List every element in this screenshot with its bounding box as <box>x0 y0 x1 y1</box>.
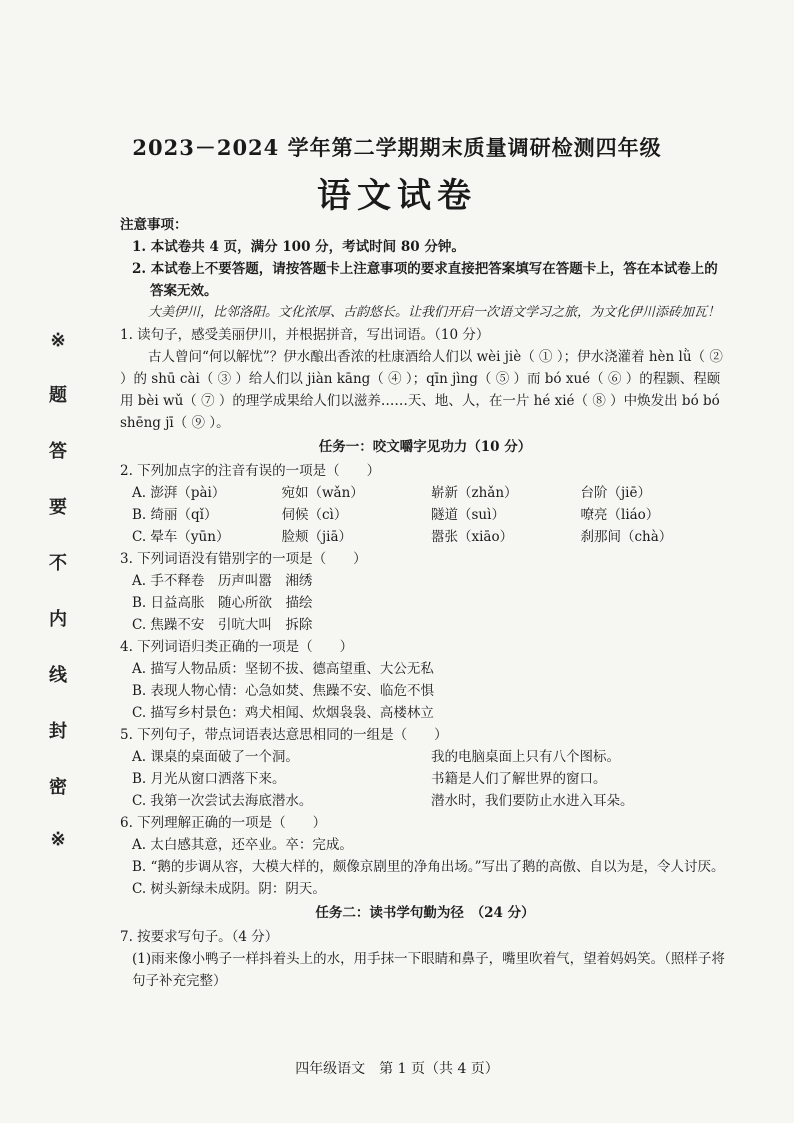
question-7-stem: 7. 按要求写句子。（4 分） <box>120 929 279 945</box>
question-6-option-b: B. “鹅的步调从容，大模大样的，颇像京剧里的净角出场。”写出了鹅的高傲、自以为是，令人讨厌。 <box>132 859 725 875</box>
option-cell: 嘹亮（liáo） <box>580 507 660 523</box>
binding-char: 要 <box>49 497 67 518</box>
task-2-heading: 任务二：读书学句勤为径 （24 分） <box>315 905 535 921</box>
option-cell: A. 课桌的桌面破了一个洞。 <box>132 749 299 765</box>
question-2-stem: 2. 下列加点字的注音有误的一项是（ ） <box>120 463 381 479</box>
question-5-option-c <box>120 790 730 812</box>
option-cell: C. 我第一次尝试去海底潜水。 <box>132 793 313 809</box>
option-cell: 伺候（cì） <box>281 507 348 523</box>
question-2-option-c <box>120 526 730 548</box>
question-4-option-a: A. 描写人物品质：坚韧不拔、德高望重、大公无私 <box>132 661 434 677</box>
binding-margin <box>40 330 76 850</box>
question-2-option-b <box>120 504 730 526</box>
question-4-option-c: C. 描写乡村景色：鸡犬相闻、炊烟袅袅、高楼林立 <box>132 705 434 721</box>
question-1-stem: 1. 读句子，感受美丽伊川，并根据拼音，写出词语。（10 分） <box>120 327 490 343</box>
notice-heading: 注意事项： <box>120 217 188 233</box>
binding-char: 不 <box>49 553 67 574</box>
question-1-passage: 古人曾问“何以解忧”？伊水酿出香浓的杜康酒给人们以 wèi jiè（ ① ）；伊水浇灌着 hèn lǜ（ ② ）的 shū cài（ ③ ）给人们以 jiàn kāng（ ④ ）；qīn jìng（ ⑤ ）而 bó xué（ ⑥ ）的程颢、程颐用 bèi wǔ（ ⑦ ）的理学成果给人们以滋养……天、地、人，在一片 hé xié（ ⑧ ）中焕发出 bó bó shēng jī（ ⑨ ）。 <box>120 349 723 431</box>
binding-char: 封 <box>49 721 67 742</box>
binding-char: ※ <box>50 330 66 351</box>
question-7-sub-1: (1)雨来像小鸭子一样抖着头上的水，用手抹一下眼睛和鼻子，嘴里吹着气，望着妈妈笑。（照样子将句子补充完整） <box>132 951 725 989</box>
binding-char: 题 <box>49 385 67 406</box>
question-5-option-a <box>120 746 730 768</box>
option-cell: C. 晕车（yūn） <box>132 529 230 545</box>
question-6-option-c: C. 树头新绿未成阴。阴：阴天。 <box>132 881 326 897</box>
option-cell: B. 月光从窗口洒落下来。 <box>132 771 286 787</box>
exam-content <box>120 214 730 992</box>
task-1-heading: 任务一：咬文嚼字见功力（10 分） <box>318 439 532 455</box>
option-cell: 脸颊（jiā） <box>281 529 353 545</box>
question-3-option-a: A. 手不释卷 历声叫嚣 湘绣 <box>132 573 313 589</box>
question-5-stem: 5. 下列句子，带点词语表达意思相同的一组是（ ） <box>120 727 448 743</box>
notice-item: 1. 本试卷共 4 页，满分 100 分，考试时间 80 分钟。 <box>132 239 465 255</box>
option-cell: 刹那间（chà） <box>580 529 673 545</box>
binding-char: 答 <box>49 441 67 462</box>
question-3-stem: 3. 下列词语没有错别字的一项是（ ） <box>120 551 367 567</box>
question-5-option-b <box>120 768 730 790</box>
option-cell: 崭新（zhǎn） <box>431 485 518 501</box>
question-6-stem: 6. 下列理解正确的一项是（ ） <box>120 815 327 831</box>
question-4-option-b: B. 表现人物心情：心急如焚、焦躁不安、临危不惧 <box>132 683 435 699</box>
binding-char: 线 <box>49 665 67 686</box>
question-2-option-a <box>120 482 730 504</box>
option-cell: B. 绮丽（qǐ） <box>132 507 218 523</box>
option-cell: A. 澎湃（pài） <box>132 485 226 501</box>
binding-char: 密 <box>49 777 67 798</box>
intro-text: 大美伊川，比邻洛阳。文化浓厚、古韵悠长。让我们开启一次语文学习之旅，为文化伊川添砖加瓦！ <box>148 305 721 320</box>
option-cell: 书籍是人们了解世界的窗口。 <box>431 771 607 787</box>
question-3-option-b: B. 日益高胀 随心所欲 描绘 <box>132 595 313 611</box>
option-cell: 我的电脑桌面上只有八个图标。 <box>431 749 620 765</box>
exam-title: 2023－2024 学年第二学期期末质量调研检测四年级 <box>132 135 662 160</box>
question-4-stem: 4. 下列词语归类正确的一项是（ ） <box>120 639 354 655</box>
option-cell: 潜水时，我们要防止水进入耳朵。 <box>431 793 634 809</box>
option-cell: 台阶（jiē） <box>580 485 651 501</box>
page-footer: 四年级语文 第 1 页（共 4 页） <box>295 1061 499 1077</box>
binding-char: ※ <box>50 829 66 850</box>
question-6-option-a: A. 太白感其意，还卒业。卒：完成。 <box>132 837 353 853</box>
exam-subject-title: 语文试卷 <box>317 176 477 216</box>
notice-item: 2. 本试卷上不要答题，请按答题卡上注意事项的要求直接把答案填写在答题卡上，答在本试卷上的答案无效。 <box>132 261 718 299</box>
question-3-option-c: C. 焦躁不安 引吭大叫 拆除 <box>132 617 313 633</box>
option-cell: 宛如（wǎn） <box>281 485 364 501</box>
option-cell: 嚣张（xiāo） <box>431 529 514 545</box>
option-cell: 隧道（suì） <box>431 507 505 523</box>
binding-char: 内 <box>49 609 67 630</box>
